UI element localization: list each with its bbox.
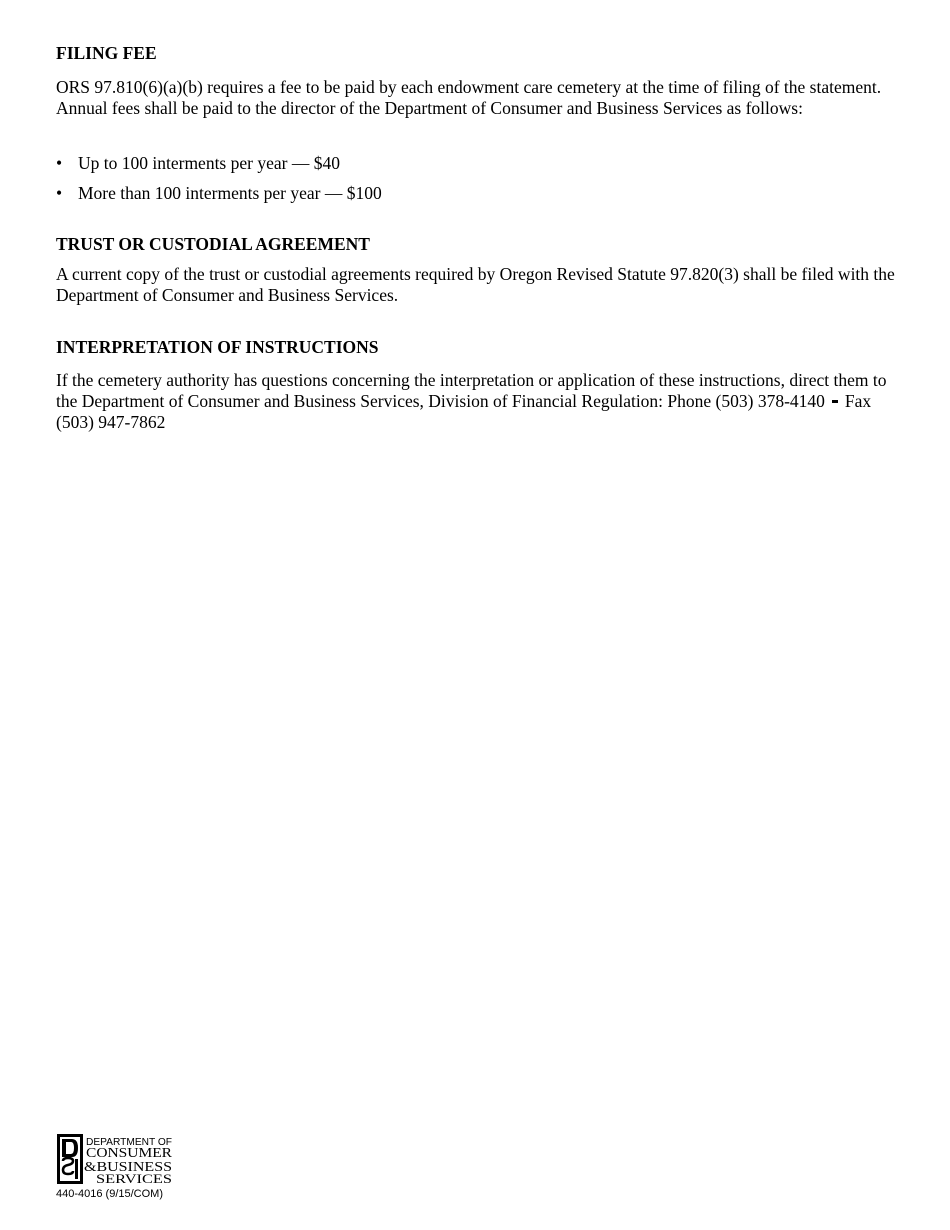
- fax-number: Fax (503) 947-7862: [56, 391, 872, 433]
- list-item: [56, 153, 896, 174]
- svg-text:DEPARTMENT OF: DEPARTMENT OF: [86, 1137, 172, 1148]
- trust-heading: TRUST OR CUSTODIAL AGREEMENT: [56, 234, 370, 254]
- interpretation-text: [56, 370, 896, 434]
- svg-text:&BUSINESS: &BUSINESS: [84, 1160, 172, 1175]
- filing-fee-heading: FILING FEE: [56, 43, 157, 63]
- fee-item-text: Up to 100 interments per year — $40: [78, 153, 340, 173]
- interpretation-body: If the cemetery authority has questions concerning the interpretation or application of these instructions, direct them to the Department of Consumer and Business Services, Division of Financial Regulation: Phone (503) 378-4140: [56, 370, 887, 412]
- trust-text: A current copy of the trust or custodial agreements required by Oregon Revised Statute 97.820(3) shall be filed with the Department of Consumer and Business Services.: [56, 264, 895, 306]
- fee-list: [56, 153, 896, 213]
- dcbs-logo: [56, 1133, 176, 1185]
- bullet-icon: •: [56, 153, 63, 173]
- fee-item-text: More than 100 interments per year — $100: [78, 183, 382, 203]
- svg-text:CONSUMER: CONSUMER: [86, 1146, 173, 1161]
- separator-icon: [832, 400, 838, 403]
- bullet-icon: •: [56, 183, 63, 203]
- svg-text:SERVICES: SERVICES: [96, 1171, 172, 1185]
- filing-fee-text: ORS 97.810(6)(a)(b) requires a fee to be paid by each endowment care cemetery at the time of filing of the statement. Annual fees shall be paid to the director of the Department of Consumer and Business Services as follows:: [56, 77, 882, 119]
- form-number: 440-4016 (9/15/COM): [56, 1188, 163, 1200]
- interpretation-heading: INTERPRETATION OF INSTRUCTIONS: [56, 337, 379, 357]
- list-item: [56, 183, 896, 204]
